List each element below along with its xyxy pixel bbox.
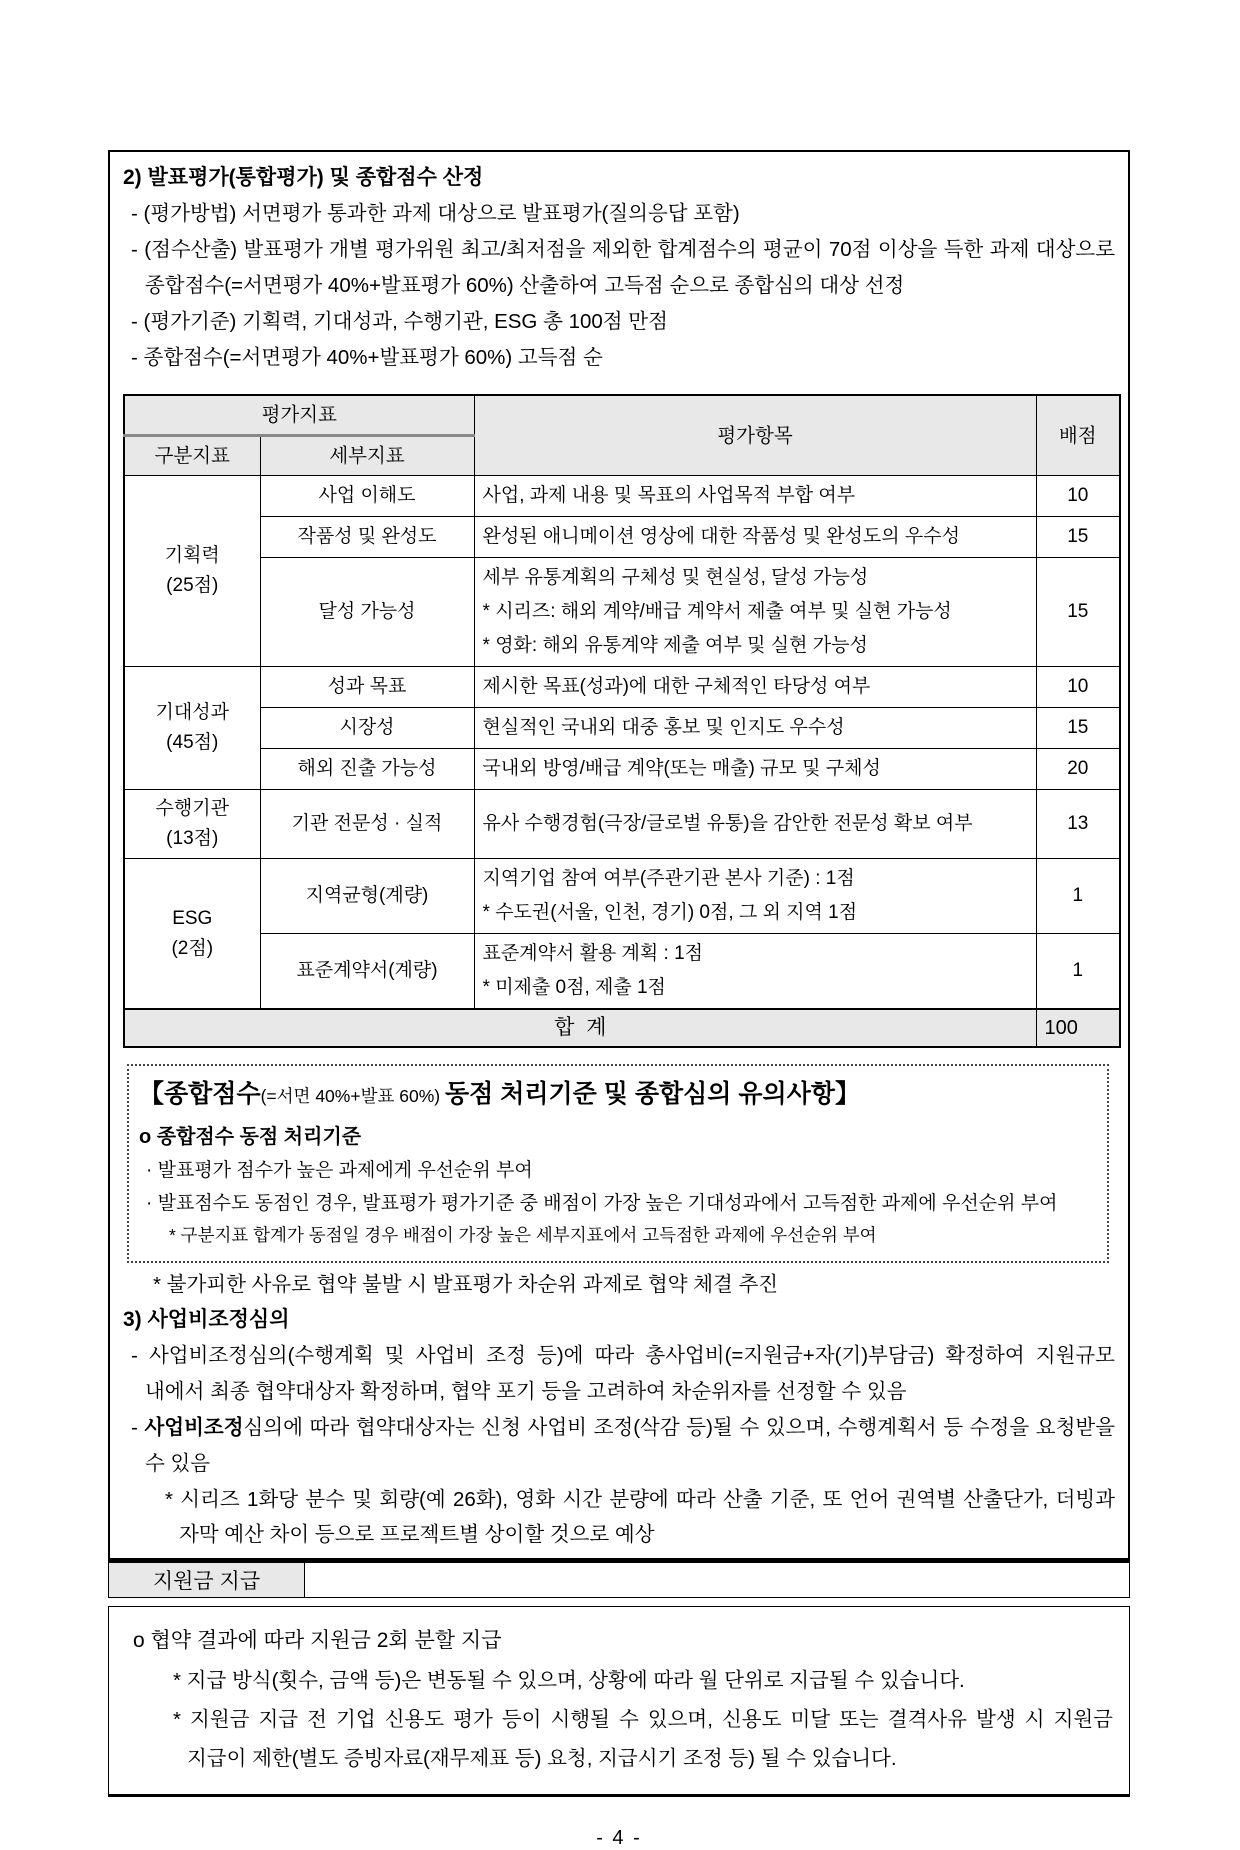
category-points: (25점) <box>166 575 219 596</box>
section2-bullet-criteria: - (평가기준) 기획력, 기대성과, 수행기관, ESG 총 100점 만점 <box>131 310 668 333</box>
item-cell: 표준계약서 활용 계획 : 1점 * 미제출 0점, 제출 1점 <box>474 934 1036 1010</box>
category-name: 수행기관 <box>155 798 229 819</box>
header-category: 구분지표 <box>124 436 260 476</box>
detail-cell: 사업 이해도 <box>260 476 474 517</box>
item-cell: 유사 수행경험(극장/글로벌 유통)을 감안한 전문성 확보 여부 <box>474 790 1036 859</box>
section2-bullet-scoring: - (점수산출) 발표평가 개별 평가위원 최고/최저점을 제외한 합계점수의 평균이 70점 이상을 득한 과제 대상으로 종합점수(=서면평가 40%+발표평가 60%) 산출하여 고득점 순으로 종합심의 대상 선정 <box>131 238 1116 297</box>
table-row <box>124 476 1120 517</box>
bullet-bold-term: 사업비조정 <box>144 1416 244 1439</box>
detail-cell: 작품성 및 완성도 <box>260 517 474 558</box>
header-eval-item: 평가항목 <box>474 395 1036 476</box>
category-points: (45점) <box>166 732 219 753</box>
payment-note: * 지원금 지급 전 기업 신용도 평가 등이 시행될 수 있으며, 신용도 미달 또는 결격사유 발생 시 지원금 지급이 제한(별도 증빙자료(재무제표 등) 요청, 지급시기 조정 등) 될 수 있습니다. <box>173 1708 1113 1770</box>
points-cell: 10 <box>1036 667 1120 708</box>
payment-section-title: 지원금 지급 <box>109 1563 305 1597</box>
agreement-fallback-note: * 불가피한 사유로 협약 불발 시 발표평가 차순위 과제로 협약 체결 추진 <box>153 1273 779 1296</box>
tiebreak-bullet: · 발표평가 점수가 높은 과제에게 우선순위 부여 <box>146 1160 533 1181</box>
tiebreak-title-formula: (=서면 40%+발표 60%) <box>260 1086 445 1106</box>
header-eval-index: 평가지표 <box>124 395 474 436</box>
table-total-row <box>124 1009 1120 1047</box>
total-points: 100 <box>1036 1009 1120 1047</box>
section2-bullet-ranking: - 종합점수(=서면평가 40%+발표평가 60%) 고득점 순 <box>131 346 603 369</box>
payment-note: * 지급 방식(횟수, 금액 등)은 변동될 수 있으며, 상황에 따라 월 단위로 지급될 수 있습니다. <box>173 1669 965 1692</box>
section3-note-series: * 시리즈 1화당 분수 및 회량(예 26화), 영화 시간 분량에 따라 산출 기준, 또 언어 권역별 산출단가, 더빙과 자막 예산 차이 등으로 프로젝트별 상이할 것으로 예상 <box>165 1488 1115 1546</box>
category-points: (2점) <box>171 937 214 959</box>
item-cell: 지역기업 참여 여부(주관기관 본사 기준) : 1점 * 수도권(서울, 인천, 경기) 0점, 그 외 지역 1점 <box>474 859 1036 934</box>
table-row <box>124 558 1120 667</box>
table-row <box>124 667 1120 708</box>
page-number: - 4 - <box>596 1827 642 1849</box>
tiebreak-title-rest: 동점 처리기준 및 종합심의 유의사항】 <box>444 1080 861 1108</box>
category-executing-org <box>124 790 260 859</box>
bullet-rest: 심의에 따라 협약대상자는 신청 사업비 조정(삭감 등)될 수 있으며, 수행계획서 등 수정을 요청받을 수 있음 <box>145 1416 1115 1475</box>
tiebreak-subheading: o 종합점수 동점 처리기준 <box>139 1126 362 1148</box>
points-cell: 10 <box>1036 476 1120 517</box>
points-cell: 15 <box>1036 517 1120 558</box>
category-esg <box>124 859 260 1010</box>
detail-cell: 시장성 <box>260 708 474 749</box>
detail-cell: 지역균형(계량) <box>260 859 474 934</box>
item-cell: 세부 유통계획의 구체성 및 현실성, 달성 가능성 * 시리즈: 해외 계약/배급 계약서 제출 여부 및 실현 가능성 * 영화: 해외 유통계약 제출 여부 및 실현 가능성 <box>474 558 1036 667</box>
evaluation-section-box <box>108 150 1130 1560</box>
points-cell: 1 <box>1036 859 1120 934</box>
section3-heading: 3) 사업비조정심의 <box>123 1308 290 1331</box>
table-row <box>124 934 1120 1010</box>
bullet-dash: - <box>131 1416 145 1439</box>
category-name: ESG <box>172 907 213 929</box>
item-cell: 현실적인 국내외 대중 홍보 및 인지도 우수성 <box>474 708 1036 749</box>
section2-bullet-method: - (평가방법) 서면평가 통과한 과제 대상으로 발표평가(질의응답 포함) <box>131 202 740 225</box>
item-cell: 완성된 애니메이션 영상에 대한 작품성 및 완성도의 우수성 <box>474 517 1036 558</box>
category-name: 기획력 <box>164 545 220 566</box>
section3-bullet-total-budget: - 사업비조정심의(수행계획 및 사업비 조정 등)에 따라 총사업비(=지원금+자(기)부담금) 확정하여 지원규모 내에서 최종 협약대상자 확정하며, 협약 포기 등을 고려하여 차순위자를 선정할 수 있음 <box>131 1344 1115 1403</box>
item-cell: 제시한 목표(성과)에 대한 구체적인 타당성 여부 <box>474 667 1036 708</box>
points-cell: 20 <box>1036 749 1120 790</box>
payment-bullet: o 협약 결과에 따라 지원금 2회 분할 지급 <box>133 1629 502 1652</box>
payment-section-header <box>108 1560 1130 1598</box>
table-row <box>124 749 1120 790</box>
category-points: (13점) <box>166 828 219 849</box>
document-page <box>108 150 1130 1850</box>
payment-header-spacer <box>305 1563 1129 1597</box>
tiebreak-title <box>139 1074 1095 1118</box>
category-expected-results <box>124 667 260 790</box>
category-planning <box>124 476 260 667</box>
detail-cell: 성과 목표 <box>260 667 474 708</box>
header-detail: 세부지표 <box>260 436 474 476</box>
table-header-row-1 <box>124 395 1120 436</box>
points-cell: 1 <box>1036 934 1120 1010</box>
points-cell: 13 <box>1036 790 1120 859</box>
item-cell: 사업, 과제 내용 및 목표의 사업목적 부합 여부 <box>474 476 1036 517</box>
header-points: 배점 <box>1036 395 1120 476</box>
section3-bullet-adjustment <box>123 1410 1115 1482</box>
detail-cell: 기관 전문성 · 실적 <box>260 790 474 859</box>
detail-cell: 표준계약서(계량) <box>260 934 474 1010</box>
item-cell: 국내외 방영/배급 계약(또는 매출) 규모 및 구체성 <box>474 749 1036 790</box>
points-cell: 15 <box>1036 558 1120 667</box>
table-row <box>124 790 1120 859</box>
tiebreak-rules-box <box>127 1064 1109 1263</box>
detail-cell: 달성 가능성 <box>260 558 474 667</box>
total-label: 합 계 <box>124 1009 1036 1047</box>
section2-heading: 2) 발표평가(통합평가) 및 종합점수 산정 <box>123 166 484 189</box>
category-name: 기대성과 <box>155 702 229 723</box>
tiebreak-note: * 구분지표 합계가 동점일 경우 배점이 가장 높은 세부지표에서 고득점한 과제에 우선순위 부여 <box>169 1225 877 1245</box>
table-row <box>124 517 1120 558</box>
tiebreak-title-main: 【종합점수 <box>139 1080 261 1108</box>
points-cell: 15 <box>1036 708 1120 749</box>
table-row <box>124 859 1120 934</box>
detail-cell: 해외 진출 가능성 <box>260 749 474 790</box>
evaluation-criteria-table <box>123 394 1121 1048</box>
payment-details-box <box>108 1606 1130 1797</box>
table-row <box>124 708 1120 749</box>
tiebreak-bullet: · 발표점수도 동점인 경우, 발표평가 평가기준 중 배점이 가장 높은 기대성과에서 고득점한 과제에 우선순위 부여 <box>146 1193 1058 1214</box>
